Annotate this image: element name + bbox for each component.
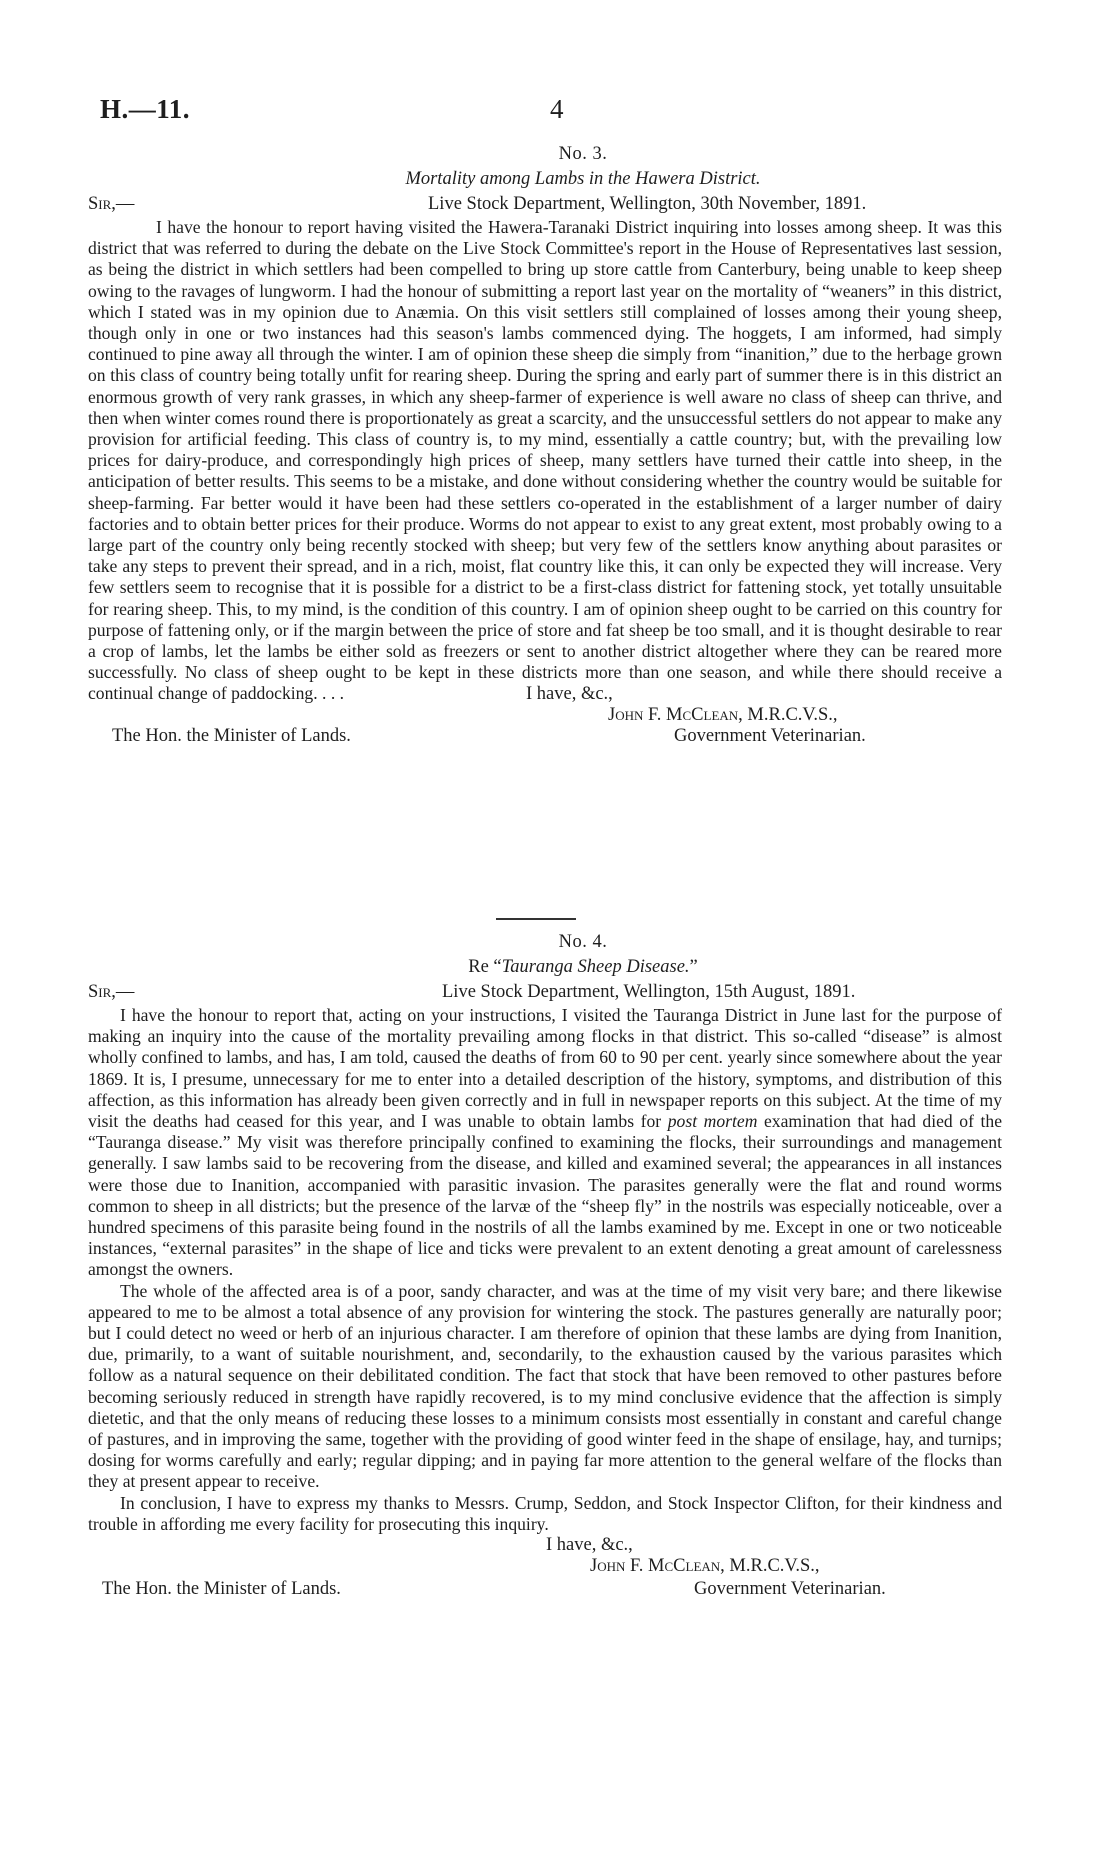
addressee: The Hon. the Minister of Lands. bbox=[102, 1579, 341, 1600]
letter-closing bbox=[88, 1535, 1002, 1599]
section-divider bbox=[496, 918, 576, 920]
paragraph-text: I have the honour to report that, acting on your instructions, I visited the Tauranga District in June last for the purpose of making an inquiry into the cause of the mortality prevailing among flocks in that district. This so-called “disease” is almost wholly confined to lambs, and has, I am told, caused the deaths of from 60 to 90 per cent. yearly since somewhere about the year 1869. It is, I presume, unnecessary for me to enter into a detailed description of the history, symptoms, and distribution of this affection, as this information has already been given correctly and in full in newspaper reports on this subject. At the time of my visit the deaths had ceased for this year, and I was unable to obtain lambs for bbox=[88, 1005, 1002, 1132]
page-header bbox=[100, 94, 1020, 134]
letter-body: I have the honour to report having visited the Hawera-Taranaki District inquiring into losses among sheep. It was this district that was referred to during the debate on the Live Stock Committee's report in the House of Representatives last session, as being the district in which settlers had been compelled to bring up store cattle from Canterbury, being unable to keep sheep owing to the ravages of lungworm. I had the honour of submitting a report last year on the mortality of “weaners” in this district, which I stated was in my opinion due to Anæmia. On this visit settlers still complained of losses among their young sheep, though only in one or two instances had this season's lambs commenced dying. The hoggets, I am informed, had simply continued to pine away all through the winter. I am of opinion these sheep die simply from “inanition,” due to the herbage grown on this class of country being totally unfit for rearing sheep. During the spring and early part of summer there is in this district an enormous growth of very rank grasses, in which any sheep-farmer of experience is well aware no class of sheep can thrive, and then when winter comes round there is proportionately as great a scarcity, and the unsuccessful settlers do not appear to make any provision for artificial feeding. This class of country is, to my mind, essentially a cattle country; but, with the prevailing low prices for dairy-produce, and correspondingly high prices of sheep, many settlers have turned their cattle into sheep, in the anticipation of better results. This seems to be a mistake, and done without considering whether the country would be suitable for sheep-farming. Far better would it have been had these settlers co-operated in the establishment of a larger number of dairy factories and to obtain better prices for their produce. Worms do not appear to exist to any great extent, most probably owing to a large part of the country only being recently stocked with sheep; but very few of the settlers know anything about parasites or take any steps to prevent their spread, and in a rich, moist, flat country like this, it can only be expected they will increase. Very few settlers seem to recognise that it is possible for a district to be a first-class district for fattening stock, yet totally unsuitable for rearing sheep. This, to my mind, is the condition of this country. I am of opinion sheep ought to be carried on this country for purpose of fattening only, or if the margin between the price of store and fat sheep be too small, and it is thought desirable to rear a crop of lambs, let the lambs be either sold as freezers or sent to another district altogether where they can be reared more successfully. No class of sheep ought to be kept in these districts more than one season, and while there should receive a continual change of paddocking. . . . bbox=[88, 217, 1002, 704]
title-prefix: Re “ bbox=[468, 957, 502, 977]
signature: John F. McClean, M.R.C.V.S., bbox=[608, 704, 838, 725]
closing-phrase: I have, &c., bbox=[546, 1535, 633, 1556]
closing-phrase: I have, &c., bbox=[526, 683, 613, 704]
paragraph-text: examination that had died of the “Tauranga disease.” My visit was therefore principally confined to examining the flocks, their surroundings and management generally. I saw lambs said to be recovering from the disease, and killed and examined several; the appearances in all instances were those due to Inanition, accompanied with parasitic invasion. The parasites generally were the flat and round worms common to sheep in all districts; but the presence of the larvæ of the “sheep fly” in the nostrils was especially noticeable, over a hundred specimens of this parasite being found in the nostrils of all the lambs examined by me. Except in one or two noticeable instances, “external parasites” in the shape of lice and ticks were prevalent to an extent denoting a great amount of carelessness amongst the owners. bbox=[88, 1111, 1003, 1280]
italic-term: post mortem bbox=[667, 1111, 758, 1132]
title-suffix: ” bbox=[689, 957, 698, 977]
signatory-office: Government Veterinarian. bbox=[674, 725, 866, 746]
sender-address-date: Live Stock Department, Wellington, 30th November, 1891. bbox=[428, 194, 867, 214]
salutation-line bbox=[88, 980, 1002, 1005]
salutation-line bbox=[88, 192, 1002, 217]
document-reference: H.—11. bbox=[100, 94, 191, 124]
signature: John F. McClean, M.R.C.V.S., bbox=[590, 1556, 820, 1577]
letter-number: No. 4. bbox=[558, 932, 608, 952]
letter-no-4 bbox=[88, 930, 1002, 1599]
letter-title bbox=[164, 167, 1002, 192]
letter-no-3 bbox=[88, 142, 1002, 769]
title-italic: Tauranga Sheep Disease. bbox=[501, 957, 690, 977]
signatory-office: Government Veterinarian. bbox=[694, 1579, 886, 1600]
letter-number: No. 3. bbox=[558, 144, 608, 164]
salutation: Sir,— bbox=[88, 982, 135, 1002]
body-paragraph-2: The whole of the affected area is of a poor, sandy character, and was at the time of my visit very bare; and there likewise appeared to me to be almost a total absence of any provision for wintering the stock. The pastures generally are naturally poor; but I could detect no weed or herb of an injurious character. I am therefore of opinion that these lambs are dying from Inanition, due, primarily, to a want of suitable nourishment, and, secondarily, to the exhaustion caused by the various parasites which follow as a natural sequence on their debilitated condition. The fact that stock that have been removed to other pastures before becoming seriously reduced in strength have rapidly recovered, is to my mind conclusive evidence that the affection is simply dietetic, and that the only means of reducing these losses to a minimum consists most essentially in constant and careful change of pastures, and in improving the same, together with the providing of good winter feed in the shape of ensilage, hay, and turnips; dosing for worms carefully and early; regular dipping; and in paying far more attention to the general welfare of the flocks than they at present appear to receive. bbox=[88, 1280, 1002, 1492]
body-paragraph-1 bbox=[88, 1005, 1002, 1281]
body-paragraph-3: In conclusion, I have to express my thanks to Messrs. Crump, Seddon, and Stock Inspector Clifton, for their kindness and trouble in affording me every facility for prosecuting this inquiry. bbox=[88, 1492, 1002, 1534]
letter-title bbox=[164, 955, 1002, 980]
letter-title-text: Mortality among Lambs in the Hawera District. bbox=[405, 169, 761, 189]
addressee: The Hon. the Minister of Lands. bbox=[112, 725, 351, 746]
letter-closing bbox=[88, 683, 1002, 769]
salutation: Sir,— bbox=[88, 194, 135, 214]
sender-address-date: Live Stock Department, Wellington, 15th August, 1891. bbox=[442, 982, 856, 1002]
page-number: 4 bbox=[550, 94, 564, 124]
